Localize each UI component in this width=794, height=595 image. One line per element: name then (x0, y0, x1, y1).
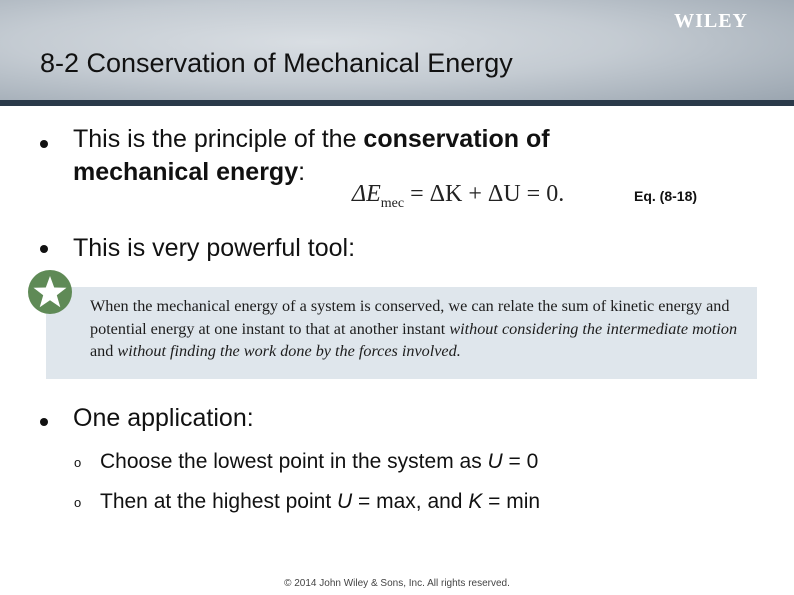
key-idea-box (46, 287, 757, 379)
sub-bullet-1-suffix: = 0 (502, 450, 539, 473)
equation-rhs: = ΔK + ΔU = 0. (404, 181, 565, 207)
bullet-1-plain: This is the principle of the (73, 125, 364, 153)
bullet-dot-3 (40, 418, 48, 426)
equation-lhs: ΔE (352, 181, 381, 207)
bullet-dot-2 (40, 245, 48, 253)
bullet-dot-1 (40, 140, 48, 148)
bullet-1-bold-b: mechanical energy (73, 158, 299, 186)
sub-bullet-1-text (100, 450, 538, 474)
equation-lhs-subscript: mec (380, 196, 405, 211)
sub-bullet-1-prefix: Choose the lowest point in the system as (100, 450, 488, 473)
bullet-1-text (73, 123, 633, 189)
bullet-3-text: One application: (73, 404, 254, 432)
header-rule (0, 100, 794, 106)
star-icon (28, 270, 72, 314)
key-idea-italic-1: without considering the intermediate motion (449, 319, 738, 338)
slide-title: 8-2 Conservation of Mechanical Energy (40, 48, 513, 78)
header-banner (0, 0, 794, 106)
sub-bullet-2-suffix: = min (482, 490, 541, 513)
key-idea-italic-2: without finding the work done by the forces involved. (117, 342, 461, 360)
bullet-1-colon: : (298, 158, 306, 186)
sub-bullet-2-text (100, 490, 540, 514)
wiley-logo: WILEY (674, 10, 748, 32)
sub-bullet-2-mid: = max, and (352, 490, 469, 513)
sub-bullet-marker-2: o (74, 495, 82, 510)
bullet-1-bold-a: conservation of (363, 125, 550, 153)
copyright-footer: © 2014 John Wiley & Sons, Inc. All rights reserved. (284, 578, 510, 589)
equation (352, 181, 564, 212)
equation-number: Eq. (8-18) (634, 188, 698, 204)
sub-bullet-2-prefix: Then at the highest point (100, 490, 337, 513)
key-idea-part-2: and (90, 342, 118, 360)
bullet-2-text: This is very powerful tool: (73, 234, 356, 262)
sub-bullet-2-var-u: U (337, 490, 353, 513)
sub-bullet-2-var-k: K (468, 490, 483, 513)
key-idea-part-1: When the mechanical energy of a system is conserved, we can relate the sum of kinetic energy and potential energy at one instant to that at another instant (90, 297, 730, 338)
sub-bullet-1-var: U (487, 450, 503, 473)
key-idea-text (90, 295, 750, 363)
sub-bullet-marker-1: o (74, 455, 82, 470)
